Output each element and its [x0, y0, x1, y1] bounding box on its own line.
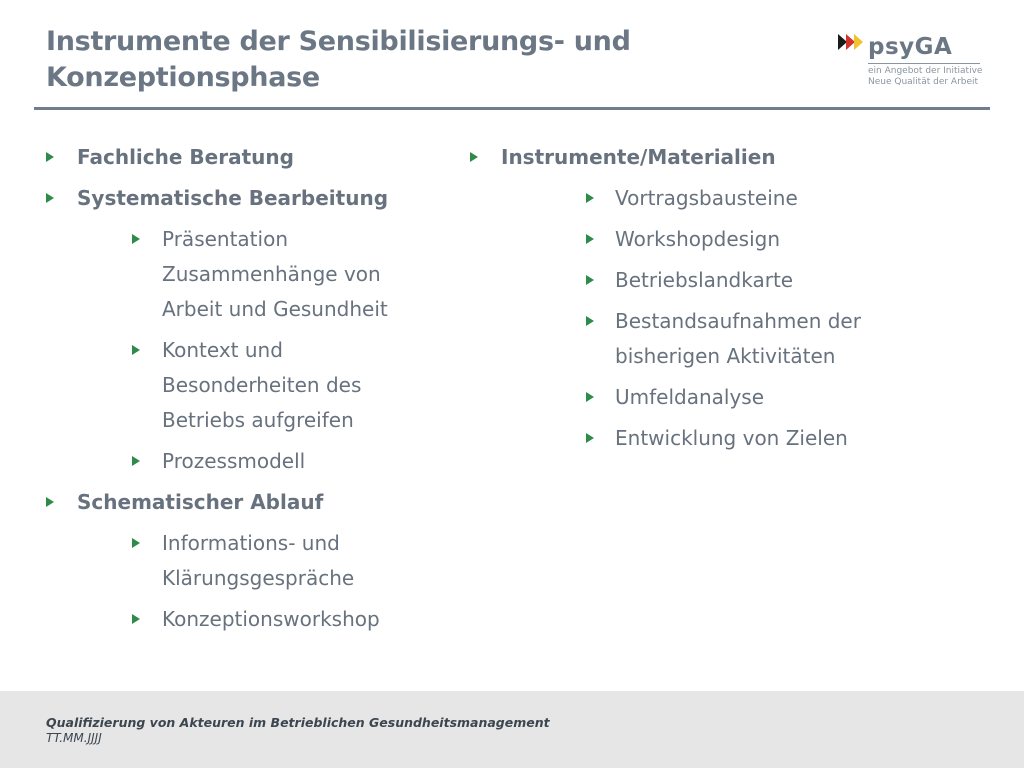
bullet-instrumente-materialien [468, 140, 908, 175]
triangle-bullet-icon [46, 193, 54, 203]
triangle-bullet-icon [46, 497, 54, 507]
sub-bullet-umfeldanalyse [584, 380, 915, 415]
sub-bullet-label: Vortragsbausteine [615, 186, 798, 210]
triangle-bullet-icon [132, 456, 140, 466]
triangle-bullet-icon [586, 193, 594, 203]
bullet-label: Schematischer Ablauf [77, 490, 324, 514]
sub-bullet-label: Bestandsaufnahmen der bisherigen Aktivitäten [615, 309, 861, 368]
sub-bullet-kontext [130, 333, 432, 438]
bullet-label: Instrumente/Materialien [501, 145, 776, 169]
slide-footer [0, 691, 1024, 768]
bullet-systematische-bearbeitung [44, 181, 464, 216]
triangle-bullet-icon [586, 275, 594, 285]
bullet-label: Fachliche Beratung [77, 145, 294, 169]
sub-bullet-label: Präsentation Zusammenhänge von Arbeit und Gesundheit [162, 227, 388, 321]
sub-bullet-label: Umfeldanalyse [615, 385, 765, 409]
sub-bullet-label: Entwicklung von Zielen [615, 426, 848, 450]
triangle-bullet-icon [586, 433, 594, 443]
triangle-bullet-icon [586, 392, 594, 402]
logo-tagline-1: ein Angebot der Initiative [868, 66, 983, 76]
bullet-schematischer-ablauf [44, 485, 464, 520]
slide-title [46, 24, 686, 96]
sub-bullet-label: Konzeptionsworkshop [162, 607, 380, 631]
triangle-bullet-icon [132, 345, 140, 355]
sub-bullet-konzeptionsworkshop [130, 602, 432, 637]
slide-title-line1: Instrumente der Sensibilisierungs- und [46, 26, 631, 57]
triangle-bullet-icon [586, 234, 594, 244]
sub-bullet-bestandsaufnahmen [584, 304, 915, 374]
triangle-bullet-icon [132, 538, 140, 548]
triangle-bullet-icon [586, 316, 594, 326]
bullet-label: Systematische Bearbeitung [77, 186, 389, 210]
footer-date: TT.MM.JJJJ [46, 731, 102, 745]
sub-bullet-entwicklung-von-zielen [584, 421, 915, 456]
slide-title-line2: Konzeptionsphase [46, 62, 320, 93]
left-column [44, 140, 464, 643]
sub-bullet-prozessmodell [130, 444, 432, 479]
bullet-fachliche-beratung [44, 140, 464, 175]
sub-bullet-label: Betriebslandkarte [615, 268, 794, 292]
psyga-logo [838, 30, 988, 92]
sub-bullet-workshopdesign [584, 222, 915, 257]
sub-bullet-betriebslandkarte [584, 263, 915, 298]
logo-tagline-2: Neue Qualität der Arbeit [868, 77, 979, 87]
triangle-bullet-icon [132, 234, 140, 244]
sub-bullet-praesentation [130, 222, 432, 327]
logo-arrows-icon [838, 32, 868, 52]
sub-bullet-vortragsbausteine [584, 181, 915, 216]
triangle-bullet-icon [470, 152, 478, 162]
sub-bullet-label: Kontext und Besonderheiten des Betriebs aufgreifen [162, 338, 362, 432]
title-divider [34, 107, 990, 110]
logo-name: psyGA [868, 34, 953, 60]
right-column [468, 140, 908, 462]
logo-divider [868, 63, 980, 64]
sub-bullet-label: Workshopdesign [615, 227, 781, 251]
triangle-bullet-icon [132, 614, 140, 624]
sub-bullet-label: Prozessmodell [162, 449, 306, 473]
sub-bullet-label: Informations- und Klärungsgespräche [162, 531, 355, 590]
sub-bullet-informationsgespraeche [130, 526, 432, 596]
footer-title: Qualifizierung von Akteuren im Betrieblichen Gesundheitsmanagement [46, 715, 550, 730]
triangle-bullet-icon [46, 152, 54, 162]
